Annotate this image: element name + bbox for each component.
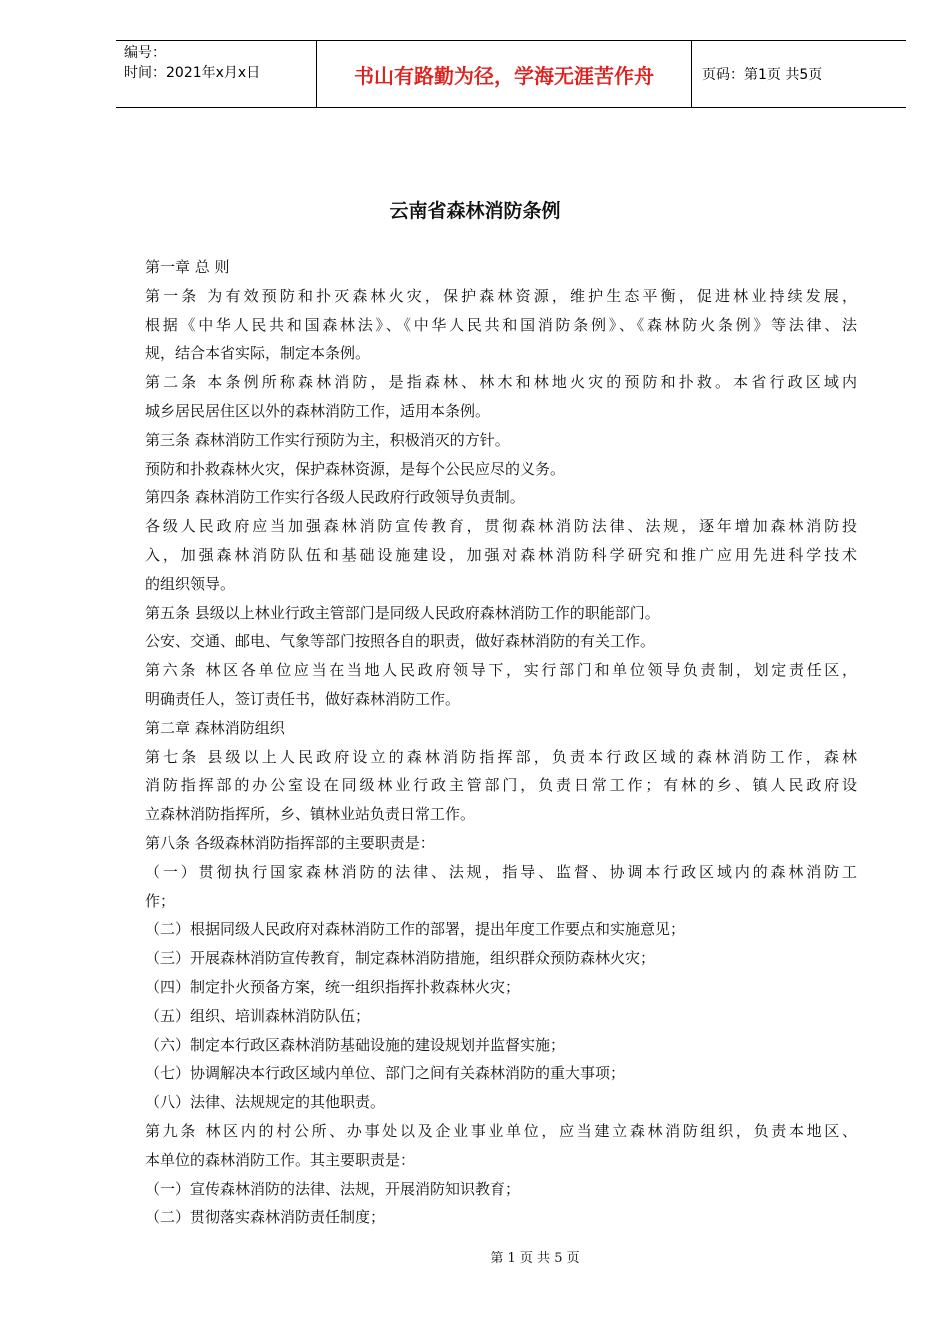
text-line: 立森林消防指挥所，乡、镇林业站负责日常工作。 (145, 805, 476, 824)
text-line: 第一条 为有效预防和扑灭森林火灾，保护森林资源，维护生态平衡，促进林业持续发展， (145, 286, 857, 305)
header-motto: 书山有路勤为径，学海无涯苦作舟 (316, 41, 692, 107)
page-footer (0, 1247, 950, 1266)
text-line: 规，结合本省实际，制定本条例。 (145, 344, 371, 363)
text-line: （二）贯彻落实森林消防责任制度； (145, 1208, 386, 1227)
text-line: 第二条 本条例所称森林消防，是指森林、林木和林地火灾的预防和扑救。本省行政区域内 (145, 373, 857, 392)
text-line: 城乡居民居住区以外的森林消防工作，适用本条例。 (145, 401, 491, 420)
text-line: （八）法律、法规规定的其他职责。 (145, 1093, 386, 1112)
text-line: （一）贯彻执行国家森林消防的法律、法规，指导、监督、协调本行政区域内的森林消防工 (145, 862, 857, 881)
text-line: 各级人民政府应当加强森林消防宣传教育，贯彻森林消防法律、法规，逐年增加森林消防投 (145, 517, 857, 536)
text-line: （三）开展森林消防宣传教育，制定森林消防措施，组织群众预防森林火灾； (145, 949, 656, 968)
page-header (116, 40, 906, 108)
text-line: 消防指挥部的办公室设在同级林业行政主管部门，负责日常工作；有林的乡、镇人民政府设 (145, 776, 857, 795)
text-line: 预防和扑救森林火灾，保护森林资源，是每个公民应尽的义务。 (145, 459, 566, 478)
text-line: 公安、交通、邮电、气象等部门按照各自的职责，做好森林消防的有关工作。 (145, 632, 656, 651)
document-body (145, 253, 857, 1232)
text-line: 第四条 森林消防工作实行各级人民政府行政领导负责制。 (145, 488, 525, 507)
text-line: （一）宣传森林消防的法律、法规，开展消防知识教育； (145, 1179, 521, 1198)
text-line: （二）根据同级人民政府对森林消防工作的部署，提出年度工作要点和实施意见； (145, 920, 686, 939)
text-line: 第二章 森林消防组织 (145, 718, 285, 737)
text-line: （七）协调解决本行政区域内单位、部门之间有关森林消防的重大事项； (145, 1064, 626, 1083)
text-line: 第五条 县级以上林业行政主管部门是同级人民政府森林消防工作的职能部门。 (145, 603, 660, 622)
text-line: 第七条 县级以上人民政府设立的森林消防指挥部，负责本行政区域的森林消防工作，森林 (145, 747, 857, 766)
header-info (116, 41, 316, 107)
document-time-label: 时间：2021年x月x日 (124, 65, 261, 81)
text-line: 本单位的森林消防工作。其主要职责是： (145, 1150, 416, 1169)
text-line: 明确责任人，签订责任书，做好森林消防工作。 (145, 689, 461, 708)
document-title: 云南省森林消防条例 (389, 200, 561, 222)
text-line: 第三条 森林消防工作实行预防为主，积极消灭的方针。 (145, 430, 510, 449)
text-line: 入，加强森林消防队伍和基础设施建设，加强对森林消防科学研究和推广应用先进科学技术 (145, 545, 857, 564)
text-line: 第一章 总 则 (145, 258, 230, 276)
text-line: （四）制定扑火预备方案，统一组织指挥扑救森林火灾； (145, 977, 521, 996)
text-line: 作； (145, 891, 176, 910)
text-line: （五）组织、培训森林消防队伍； (145, 1006, 371, 1025)
header-page-number: 页码：第1页 共5页 (702, 67, 823, 83)
footer-page-number: 第 1 页 共 5 页 (490, 1251, 580, 1266)
text-line: 根据《中华人民共和国森林法》、《中华人民共和国消防条例》、《森林防火条例》等法律、法 (145, 315, 857, 334)
text-line: 第八条 各级森林消防指挥部的主要职责是： (145, 833, 435, 852)
text-line: 的组织领导。 (145, 574, 236, 593)
text-line: 第六条 林区各单位应当在当地人民政府领导下，实行部门和单位领导负责制，划定责任区， (145, 661, 857, 680)
document-number-label: 编号： (124, 45, 166, 61)
text-line: 第九条 林区内的村公所、办事处以及企业事业单位，应当建立森林消防组织，负责本地区、 (145, 1121, 857, 1140)
text-line: （六）制定本行政区森林消防基础设施的建设规划并监督实施； (145, 1035, 566, 1054)
